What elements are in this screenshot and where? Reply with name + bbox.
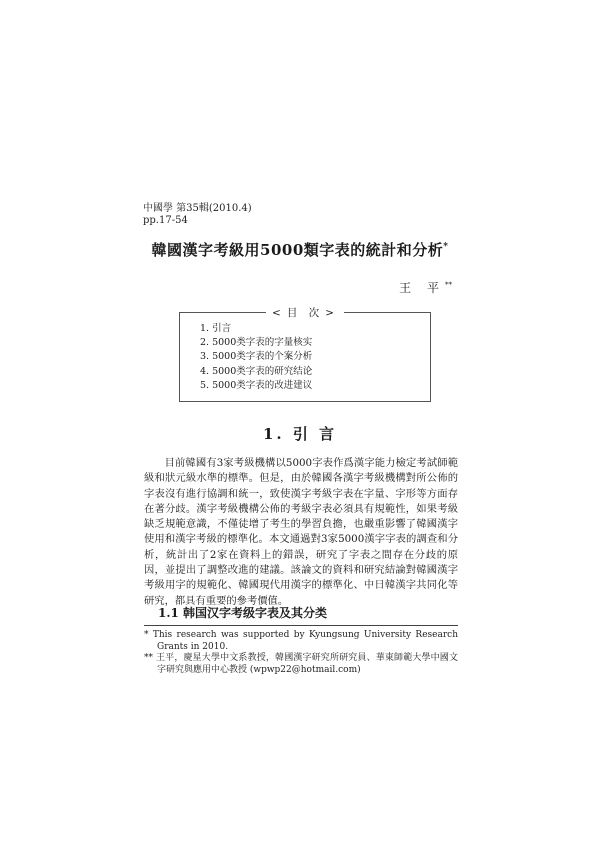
journal-pages: pp.17-54 <box>143 215 188 226</box>
toc-item: 5. 5000类字表的改进建议 <box>200 379 313 391</box>
toc-item: 3. 5000类字表的个案分析 <box>200 351 313 363</box>
table-of-contents <box>179 307 431 402</box>
section-heading: 1. 引 言 <box>262 425 338 443</box>
paper-title <box>0 239 600 260</box>
footnote-divider <box>144 625 458 626</box>
title-footnote-mark: * <box>443 242 449 252</box>
toc-item: 1. 引言 <box>200 323 232 334</box>
author-name: 王 平 <box>399 281 445 295</box>
footnote: ** 王平，慶星大學中文系教授，韓國漢字研究所研究員、華東師範大學中國文字研究與應用中心教授 (wpwp22@hotmail.com) <box>144 653 458 675</box>
footnotes <box>144 630 458 676</box>
toc-item: 4. 5000类字表的研究结论 <box>200 365 313 377</box>
author <box>399 279 452 296</box>
paper-title-text: 韓國漢字考級用5000類字表的統計和分析 <box>151 241 444 259</box>
subsection-heading: 1.1 韩国汉字考级字表及其分类 <box>158 606 328 620</box>
body-text <box>144 456 458 609</box>
body-paragraph: 目前韓國有3家考級機構以5000字表作爲漢字能力檢定考試師範級和狀元級水準的標準。但是，由於韓國各漢字考級機構對所公佈的字表沒有進行協調和統一，致使漢字考級字表在字量、字形等方面存在著分歧。漢字考級機構公佈的考級字表必須具有規範性，如果考級缺乏規範意識，不僅徒增了考生的學習負擔，也嚴重影響了韓國漢字使用和漢字考級的標準化。本文通過對3家5000漢字字表的調查和分析，統計出了2家在資料上的錯誤，研究了字表之間存在分歧的原因，並提出了調整改進的建議。該論文的資料和研究結論對韓國漢字考級用字的規範化、韓國現代用漢字的標準化、中日韓漢字共同化等研究，都具有重要的參考價值。 <box>144 457 458 607</box>
author-footnote-mark: ** <box>445 281 452 289</box>
footnote: * This research was supported by Kyungsung University Research Grants in 2010. <box>144 630 458 652</box>
toc-header: < 目 次 > <box>180 305 430 320</box>
toc-list <box>200 322 312 393</box>
toc-item: 2. 5000类字表的字量核实 <box>200 337 313 349</box>
journal-volume: 中國學 第35輯(2010.4) <box>143 203 252 214</box>
journal-info <box>143 203 252 227</box>
toc-header-text: 目 次 <box>286 307 324 319</box>
